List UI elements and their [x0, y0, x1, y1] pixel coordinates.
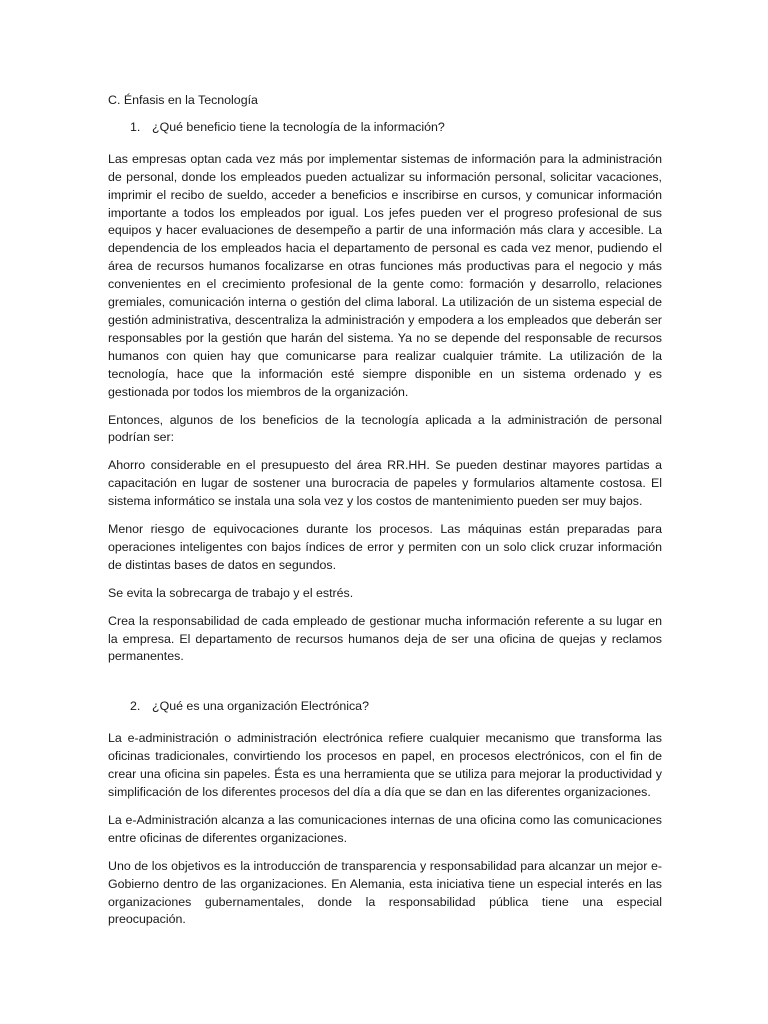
paragraph: Crea la responsabilidad de cada empleado de gestionar mucha información referente a su lugar en la empresa. El departamento de recursos humanos deja de ser una oficina de quejas y reclamos permanentes.: [108, 613, 662, 664]
paragraph: La e-Administración alcanza a las comunicaciones internas de una oficina como las comunicaciones entre oficinas de diferentes organizaciones.: [108, 812, 662, 845]
paragraph: Menor riesgo de equivocaciones durante los procesos. Las máquinas están preparadas para operaciones inteligentes con bajos índices de error y permiten con un solo click cruzar información de distintas bases de datos en segundos.: [108, 522, 662, 572]
question-2-heading: [108, 698, 662, 716]
question-number: 1.: [130, 119, 141, 134]
paragraph: La e-administración o administración electrónica refiere cualquier mecanismo que transforma las oficinas tradicionales, convirtiendo los procesos en papel, en procesos electrónicos, con el fin de crear una oficina sin papeles. Ésta es una herramienta que se utiliza para mejorar la productividad y simplificación de los diferentes procesos del día a día que se dan en las diferentes organizaciones.: [108, 731, 662, 799]
question-1-heading: [108, 119, 662, 137]
document-body: [108, 92, 662, 939]
paragraph: Uno de los objetivos es la introducción de transparencia y responsabilidad para alcanzar un mejor e-Gobierno dentro de las organizaciones. En Alemania, esta iniciativa tiene un especial interés en las organizaciones gubernamentales, donde la responsabilidad pública tiene una especial preocupación.: [108, 858, 662, 927]
section-title: C. Énfasis en la Tecnología: [108, 93, 258, 107]
question-text: ¿Qué beneficio tiene la tecnología de la información?: [152, 119, 445, 134]
paragraph: Ahorro considerable en el presupuesto del área RR.HH. Se pueden destinar mayores partidas a capacitación en lugar de sostener una burocracia de papeles y formularios altamente costosa. El sistema informático se instala una sola vez y los costos de mantenimiento pueden ser muy bajos.: [108, 458, 662, 509]
question-text: ¿Qué es una organización Electrónica?: [152, 699, 369, 714]
paragraph: Entonces, algunos de los beneficios de la tecnología aplicada a la administración de personal podrían ser:: [108, 412, 662, 445]
question-number: 2.: [130, 699, 141, 714]
paragraph: Se evita la sobrecarga de trabajo y el estrés.: [108, 585, 354, 600]
paragraph: Las empresas optan cada vez más por implementar sistemas de información para la administración de personal, donde los empleados pueden actualizar su información personal, solicitar vacaciones, imprimir el recibo de sueldo, acceder a beneficios e inscribirse en cursos, y comunicar información importante a todos los empleados por igual. Los jefes pueden ver el progreso profesional de sus equipos y hacer evaluaciones de desempeño a partir de una información más clara y accesible. La dependencia de los empleados hacia el departamento de personal es cada vez menor, pudiendo el área de recursos humanos focalizarse en otras funciones más productivas para el negocio y más convenientes en el crecimiento profesional de la gente como: formación y desarrollo, relaciones gremiales, comunicación interna o gestión del clima laboral. La utilización de un sistema especial de gestión administrativa, descentraliza la administración y empodera a los empleados que deberán ser responsables por la gestión que harán del sistema. Ya no se depende del responsable de recursos humanos con quien hay que comunicarse para realizar cualquier trámite. La utilización de la tecnología, hace que la información esté siempre disponible en un sistema ordenado y es gestionada por todos los miembros de la organización.: [108, 151, 662, 399]
